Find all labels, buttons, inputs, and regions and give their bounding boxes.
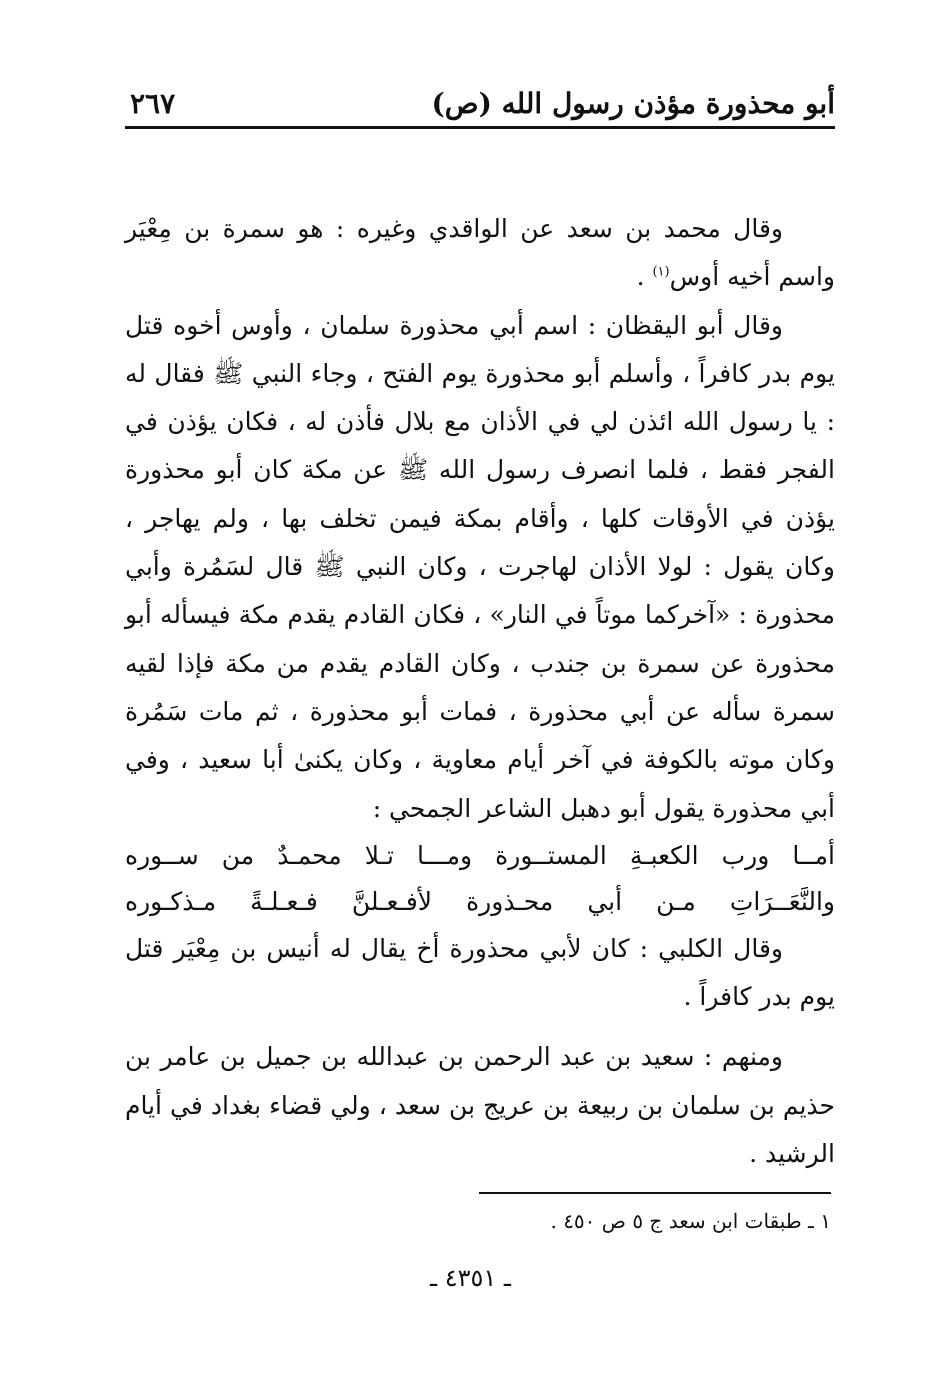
- running-header: [125, 86, 835, 129]
- header-title: أبو محذورة مؤذن رسول الله (ص): [431, 87, 835, 120]
- paragraph-2: وقال أبو اليقظان : اسم أبي محذورة سلمان ، وأوس أخوه قتل يوم بدر كافراً ، وأسلم أبو محذورة يوم الفتح ، وجاء النبي ﷺ فقال له : يا رسول الله ائذن لي في الأذان مع بلال فأذن له ، فكان يؤذن في الفجر فقط ، فلما انصرف رسول الله ﷺ عن مكة كان أبو محذورة يؤذن في الأوقات كلها ، وأقام بمكة فيمن تخلف بها ، ولم يهاجر ، وكان يقول : لولا الأذان لهاجرت ، وكان النبي ﷺ قال لسَمُرة وأبي محذورة : «آخركما موتاً في النار» ، فكان القادم يقدم مكة فيسأله أبو محذورة عن سمرة بن جندب ، وكان القادم يقدم من مكة فإذا لقيه سمرة سأله عن أبي محذورة ، فمات أبو محذورة ، ثم مات سَمُرة وكان موته بالكوفة في آخر أيام معاوية ، وكان يكنىٰ أبا سعيد ، وفي أبي محذورة يقول أبو دهبل الشاعر الجمحي :: [125, 310, 835, 823]
- verse-line-2: والنَّعَــرَاتِ مـن أبي محـذورة لأفـعـلنَّ فـعـلـةً مـذكـوره: [125, 886, 835, 916]
- paragraph-1-text: وقال محمد بن سعد عن الواقدي وغيره : هو سمرة بن مِعْيَر واسم أخيه أوس: [125, 214, 835, 292]
- paragraph-4: ومنهم : سعيد بن عبد الرحمن بن عبدالله بن جميل بن عامر بن حذيم بن سلمان بن ربيعة بن عريج بن سعد ، ولي قضاء بغداد في أيام الرشيد .: [125, 1042, 835, 1169]
- paragraph-1-end: .: [636, 262, 653, 292]
- page-footer-number: ـ ٤٣٥١ ـ: [430, 1264, 511, 1292]
- footnote: ١ ـ طبقات ابن سعد ج ٥ ص ٤٥٠ .: [550, 1209, 831, 1233]
- header-page-number: ٢٦٧: [130, 87, 176, 120]
- paragraph-1: [125, 205, 835, 302]
- body-text: [125, 205, 835, 1178]
- footnote-reference: (١): [652, 264, 670, 280]
- verse-line-1: أمــا ورب الكعبـةِ المستــورة ومـــا تـلا محمـدٌ من ســوره: [125, 840, 835, 870]
- paragraph-3: وقال الكلبي : كان لأبي محذورة أخ يقال له أنيس بن مِعْيَر قتل يوم بدر كافراً .: [125, 933, 835, 1012]
- footnote-divider: [479, 1192, 831, 1194]
